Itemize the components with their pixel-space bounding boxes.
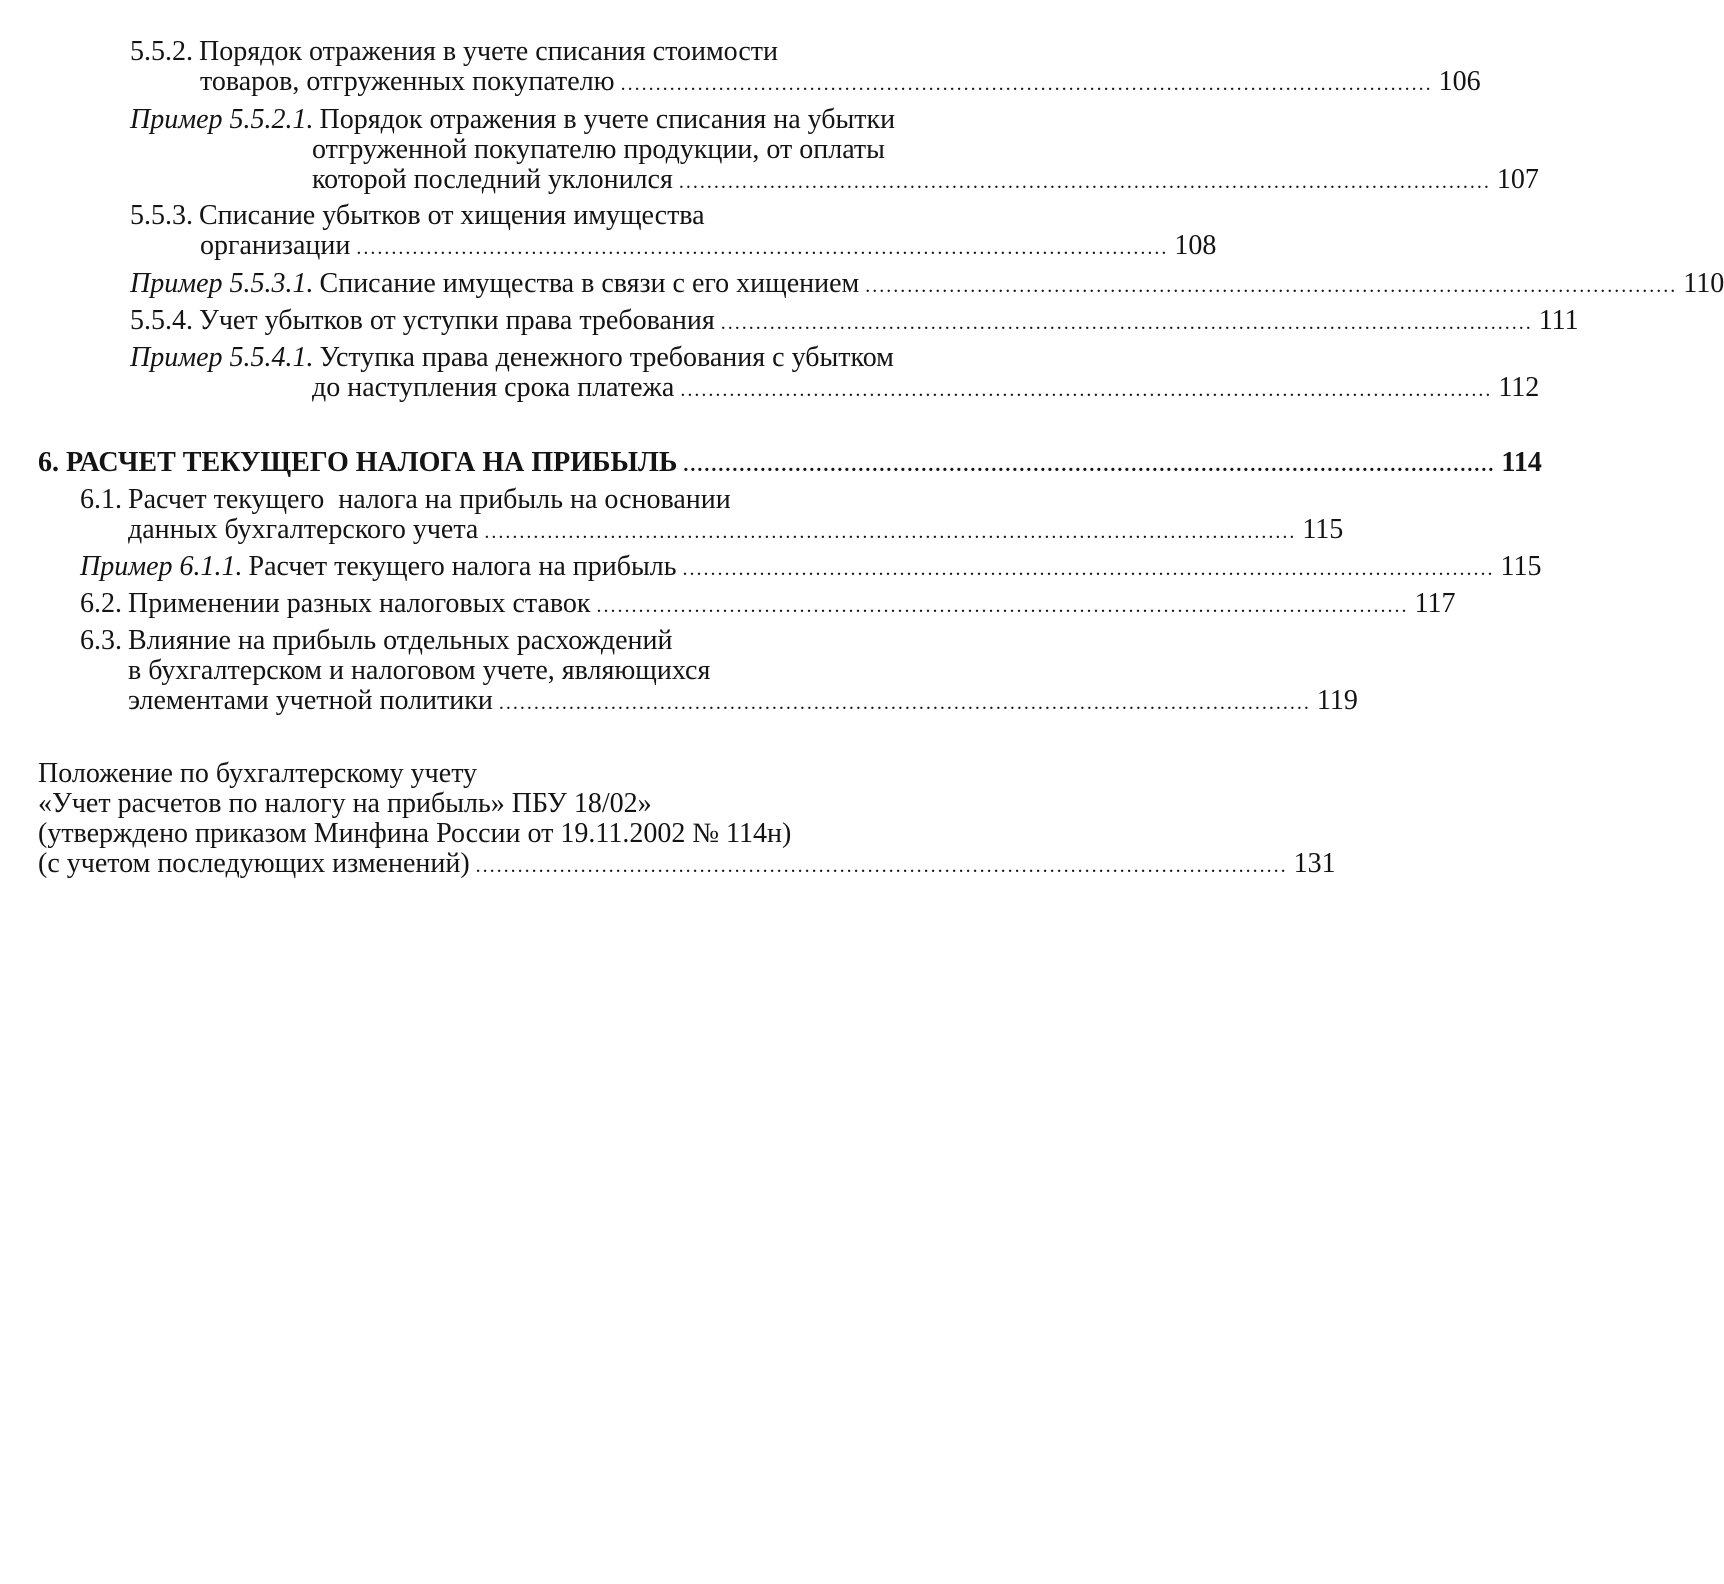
page-number: 117 <box>1414 588 1456 619</box>
page-number: 119 <box>1316 685 1358 716</box>
dot-leader: .................................................................................................................... <box>620 73 1433 95</box>
entry-title: Уступка права денежного требования с убытком <box>319 342 894 373</box>
example-label: Пример 5.5.3.1. <box>130 268 314 299</box>
page-number: 108 <box>1174 230 1217 261</box>
dot-leader: .................................................................................................................... <box>356 237 1169 259</box>
example-label: Пример 6.1.1. <box>80 551 243 582</box>
entry-title-cont: данных бухгалтерского учета <box>128 514 479 545</box>
entry-title: Применении разных налоговых ставок <box>128 588 591 619</box>
example-label: Пример 5.5.4.1. <box>130 342 314 373</box>
example-label: Пример 5.5.2.1. <box>130 104 314 135</box>
entry-title-cont: отгруженной покупателю продукции, от оплаты <box>312 134 885 165</box>
entry-title-cont: до наступления срока платежа <box>312 372 675 403</box>
entry-number: 5.5.4. <box>130 305 193 336</box>
dot-leader: .................................................................................................................... <box>680 379 1493 401</box>
dot-leader: .................................................................................................................... <box>682 558 1495 580</box>
entry-number: 6.3. <box>80 625 122 656</box>
appendix-title-cont: «Учет расчетов по налогу на прибыль» ПБУ 18/02» <box>38 788 652 819</box>
dot-leader: .................................................................................................................... <box>865 275 1678 297</box>
appendix-title-cont: (утверждено приказом Минфина России от 19.11.2002 № 114н) <box>38 818 792 849</box>
entry-title-cont: товаров, отгруженных покупателю <box>200 66 615 97</box>
dot-leader: .................................................................................................................... <box>720 312 1533 334</box>
page-number: 111 <box>1538 305 1579 336</box>
dot-leader: .................................................................................................................... <box>498 692 1311 714</box>
dot-leader: .................................................................................................................... <box>596 595 1409 617</box>
dot-leader: .................................................................................................................... <box>678 171 1491 193</box>
dot-leader: .................................................................................................................... <box>484 521 1297 543</box>
page-number: 115 <box>1302 514 1344 545</box>
page-number: 112 <box>1498 372 1540 403</box>
entry-title: Списание имущества в связи с его хищением <box>319 268 860 299</box>
entry-title: Учет убытков от уступки права требования <box>199 305 715 336</box>
page-number: 114 <box>1501 447 1542 478</box>
page-number: 107 <box>1496 164 1539 195</box>
entry-title-cont: элементами учетной политики <box>128 685 493 716</box>
page-number: 110 <box>1683 268 1724 299</box>
dot-leader: .................................................................................................................... <box>683 454 1496 476</box>
page-number: 115 <box>1500 551 1542 582</box>
entry-title: Порядок отражения в учете списания на убытки <box>319 104 896 135</box>
appendix-title-cont: (с учетом последующих изменений) <box>38 848 470 879</box>
entry-title-cont: организации <box>200 230 351 261</box>
page-number: 131 <box>1293 848 1336 879</box>
entry-title: Влияние на прибыль отдельных расхождений <box>128 625 673 656</box>
entry-number: 5.5.2. <box>130 36 193 67</box>
dot-leader: .................................................................................................................... <box>475 855 1288 877</box>
page-number: 106 <box>1438 66 1481 97</box>
entry-title: Расчет текущего налога на прибыль на основании <box>128 484 731 515</box>
entry-title: Списание убытков от хищения имущества <box>199 200 705 231</box>
entry-title-cont: в бухгалтерском и налоговом учете, являющихся <box>128 655 711 686</box>
chapter-title: 6. РАСЧЕТ ТЕКУЩЕГО НАЛОГА НА ПРИБЫЛЬ <box>38 447 678 478</box>
entry-number: 5.5.3. <box>130 200 193 231</box>
entry-title-cont: которой последний уклонился <box>312 164 673 195</box>
entry-title: Порядок отражения в учете списания стоимости <box>199 36 779 67</box>
entry-title: Расчет текущего налога на прибыль <box>248 551 677 582</box>
entry-number: 6.2. <box>80 588 122 619</box>
entry-number: 6.1. <box>80 484 122 515</box>
appendix-title: Положение по бухгалтерскому учету <box>38 758 478 789</box>
